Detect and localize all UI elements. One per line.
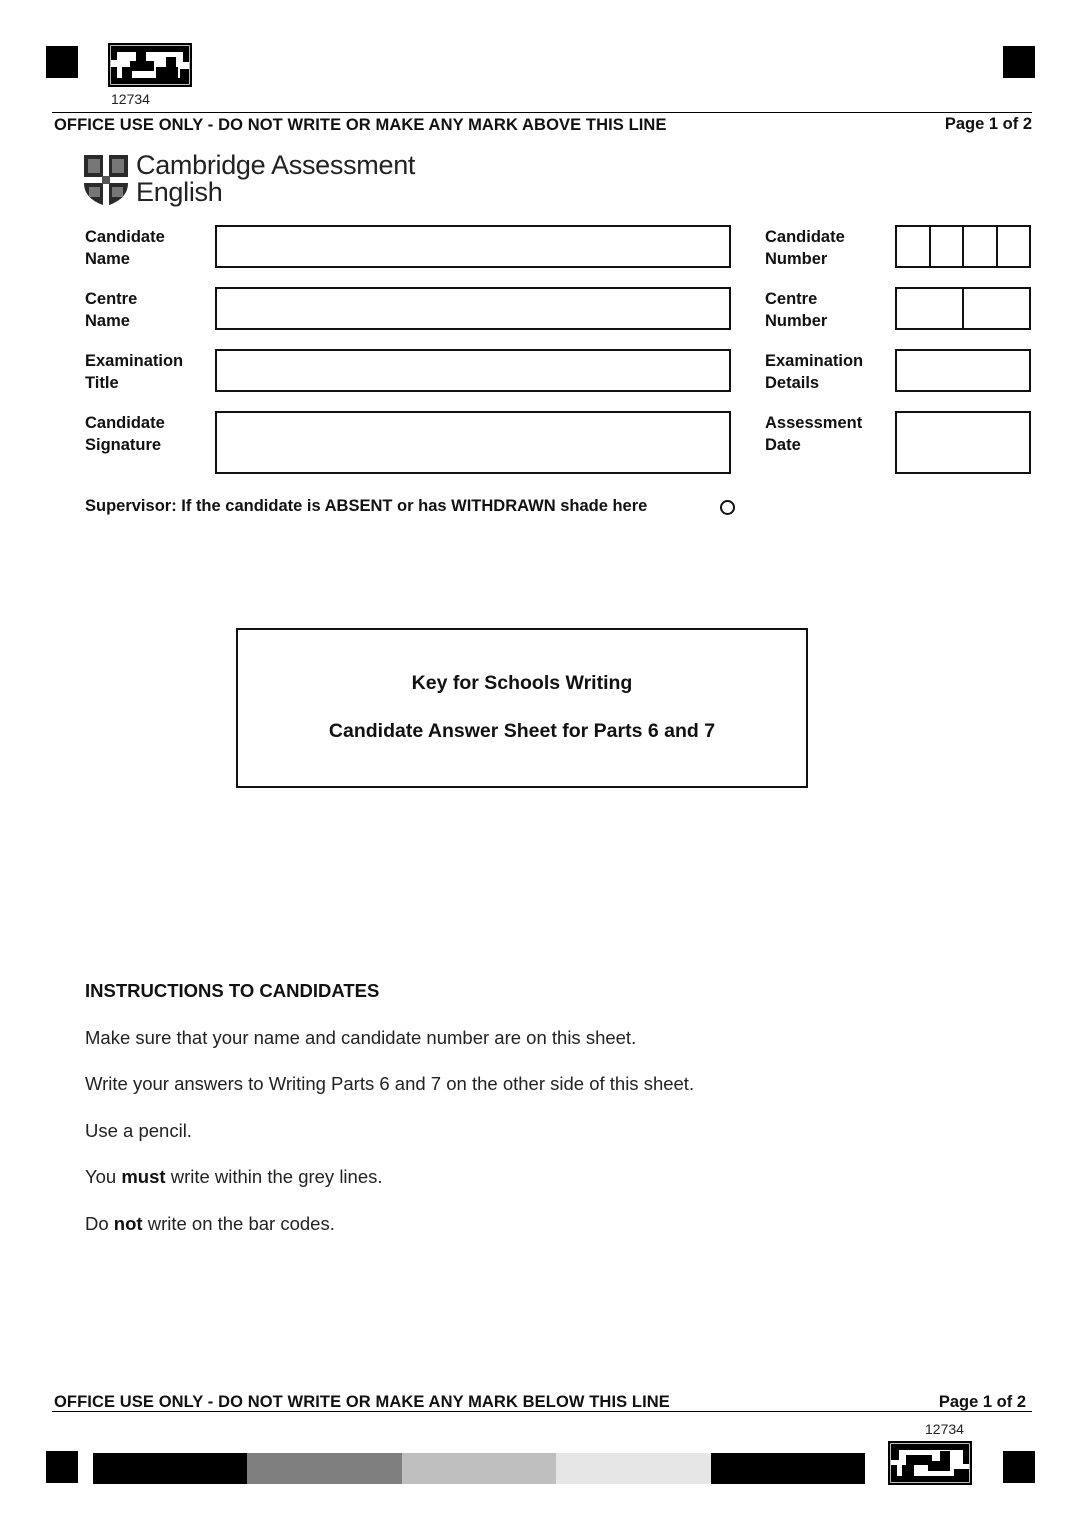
registration-mark-top-right — [1003, 46, 1035, 78]
office-use-notice-bottom: OFFICE USE ONLY - DO NOT WRITE OR MAKE ANY MARK BELOW THIS LINE — [54, 1393, 670, 1411]
centre-number-label: Centre Number — [765, 290, 828, 330]
sheet-code-top: 12734 — [111, 91, 150, 107]
examination-title-label: Examination Title — [85, 352, 184, 392]
centre-name-field[interactable] — [215, 287, 731, 330]
instruction-item: Do not write on the bar codes. — [85, 1213, 335, 1234]
candidate-signature-label: Candidate Signature — [85, 414, 165, 454]
logo-text-line2: English — [136, 177, 223, 207]
absent-withdrawn-shade-circle[interactable] — [720, 500, 735, 515]
supervisor-instruction: Supervisor: If the candidate is ABSENT or has WITHDRAWN shade here — [85, 497, 648, 515]
cambridge-shield-icon — [82, 153, 130, 207]
registration-mark-bottom-right — [1003, 1451, 1035, 1483]
centre-number-part[interactable] — [897, 289, 964, 328]
candidate-name-field[interactable] — [215, 225, 731, 268]
centre-number-field[interactable] — [895, 287, 1031, 330]
office-use-notice-top: OFFICE USE ONLY - DO NOT WRITE OR MAKE ANY MARK ABOVE THIS LINE — [54, 116, 667, 134]
calibration-bar-light-grey — [556, 1453, 711, 1484]
logo-text-line1: Cambridge Assessment — [136, 150, 416, 180]
candidate-number-digit[interactable] — [897, 227, 931, 266]
examination-details-label: Examination Details — [765, 352, 864, 392]
barcode-top-icon — [108, 43, 192, 87]
calibration-bar-dark-grey — [247, 1453, 402, 1484]
candidate-name-label: Candidate Name — [85, 228, 165, 268]
sheet-code-bottom: 12734 — [925, 1421, 964, 1437]
top-divider-line — [52, 112, 1032, 113]
bottom-divider-line — [52, 1411, 1032, 1412]
calibration-bar-mid-grey — [402, 1453, 556, 1484]
examination-title-field[interactable] — [215, 349, 731, 392]
centre-number-part[interactable] — [964, 289, 1029, 328]
candidate-number-label: Candidate Number — [765, 228, 845, 268]
examination-details-field[interactable] — [895, 349, 1031, 392]
candidate-signature-field[interactable] — [215, 411, 731, 474]
candidate-number-field[interactable] — [895, 225, 1031, 268]
instruction-item: Use a pencil. — [85, 1120, 192, 1141]
instruction-item: You must write within the grey lines. — [85, 1166, 383, 1187]
assessment-date-label: Assessment Date — [765, 414, 863, 454]
candidate-number-digit[interactable] — [964, 227, 998, 266]
title-line2: Candidate Answer Sheet for Parts 6 and 7 — [328, 720, 716, 742]
page-number-top: Page 1 of 2 — [944, 115, 1032, 133]
title-box — [236, 628, 808, 788]
instruction-item: Make sure that your name and candidate number are on this sheet. — [85, 1027, 637, 1048]
assessment-date-field[interactable] — [895, 411, 1031, 474]
candidate-number-digit[interactable] — [931, 227, 965, 266]
page-number-bottom: Page 1 of 2 — [938, 1393, 1026, 1411]
registration-mark-bottom-left — [46, 1451, 78, 1483]
calibration-bar-black-2 — [711, 1453, 865, 1484]
instructions-heading: INSTRUCTIONS TO CANDIDATES — [85, 980, 380, 1001]
calibration-bar-black-1 — [93, 1453, 247, 1484]
instruction-item: Write your answers to Writing Parts 6 and 7 on the other side of this sheet. — [85, 1073, 695, 1094]
title-line1: Key for Schools Writing — [411, 672, 633, 694]
centre-name-label: Centre Name — [85, 290, 138, 330]
candidate-number-digit[interactable] — [998, 227, 1030, 266]
barcode-bottom-icon — [888, 1441, 972, 1485]
registration-mark-top-left — [46, 46, 78, 78]
